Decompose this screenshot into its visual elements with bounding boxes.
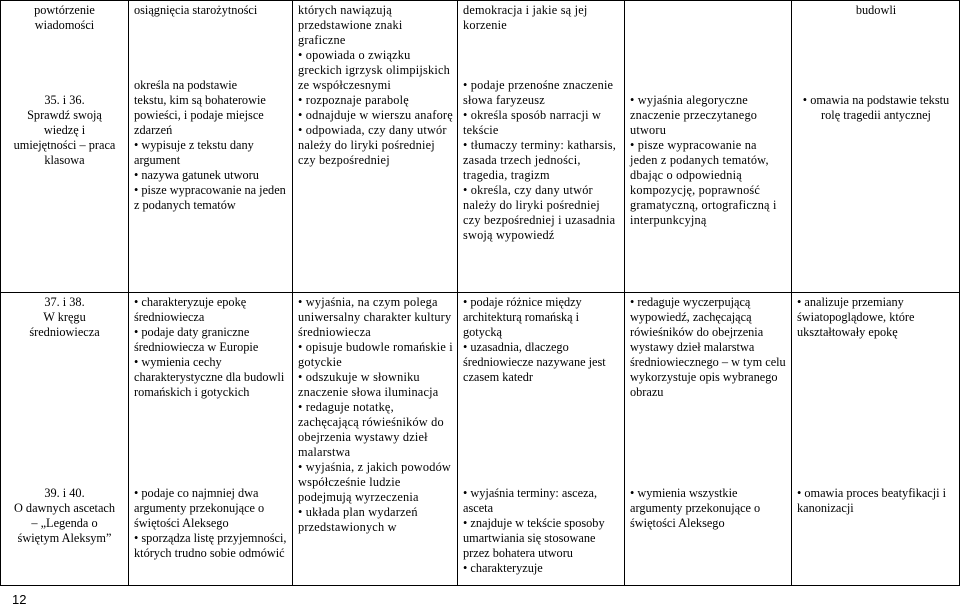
requirements-cell-sufficient xyxy=(293,293,458,586)
list-item: • rozpoznaje parabolę xyxy=(298,93,453,108)
lesson-prev-topic: powtórzenie xyxy=(34,3,95,17)
list-item: • analizuje przemiany światopoglądowe, które ukształtowały epokę xyxy=(797,295,955,340)
list-item: • omawia proces beatyfikacji i kanonizacji xyxy=(797,486,955,516)
list-item: • wyjaśnia alegoryczne znaczenie przeczytanego utworu xyxy=(630,93,787,138)
list-item: • określa, czy dany utwór należy do liryki pośredniej czy bezpośredniej i uzasadnia swoją wypowiedź xyxy=(463,183,620,243)
list-item: • charakteryzuje epokę średniowiecza xyxy=(134,295,288,325)
list-item: • pisze wypracowanie na jeden z podanych tematów xyxy=(134,183,288,213)
lesson-title: Sprawdź swoją xyxy=(27,108,102,122)
list-item: • odpowiada, czy dany utwór należy do liryki pośredniej czy bezpośredniej xyxy=(298,123,453,168)
list-item: • charakteryzuje xyxy=(463,561,620,576)
list-item: • wyjaśnia terminy: asceza, asceta xyxy=(463,486,620,516)
lesson-title: W kręgu xyxy=(43,310,86,324)
list-item: • uzasadnia, dlaczego średniowiecze nazywane jest czasem katedr xyxy=(463,340,620,385)
lesson-number: 39. i 40. xyxy=(44,486,85,500)
lesson-cell-37-40: 37. i 38. W kręgu średniowiecza 39. i 40. O dawnych ascetach – „Legenda o świętym Aleksym” xyxy=(1,293,129,586)
list-item: • redaguje wyczerpującą wypowiedź, zachęcającą rówieśników do obejrzenia wystawy dzieł malarstwa średniowiecznego – w tym celu wykorzystuje opis wybranego obrazu xyxy=(630,295,787,400)
list-item: • podaje różnice między architekturą romańską i gotycką xyxy=(463,295,620,340)
list-item: • sporządza listę przyjemności, których trudno sobie odmówić xyxy=(134,531,288,561)
requirements-cell-very-good xyxy=(625,293,792,586)
list-item: • odszukuje w słowniku znaczenie słowa iluminacja xyxy=(298,370,453,400)
lesson-cell-35-36: powtórzenie wiadomości 35. i 36. Sprawdź swoją wiedzę i umiejętności – praca klasowa xyxy=(1,1,129,293)
table-row-37-40 xyxy=(1,293,960,586)
requirements-cell-very-good xyxy=(625,1,792,293)
list-item: • wymienia wszystkie argumenty przekonujące o świętości Aleksego xyxy=(630,486,787,531)
list-item: • podaje co najmniej dwa argumenty przekonujące o świętości Aleksego xyxy=(134,486,288,531)
list-item: • omawia na podstawie tekstu rolę tragedii antycznej xyxy=(797,93,955,123)
list-item: • znajduje w tekście sposoby umartwiania się stosowane przez bohatera utworu xyxy=(463,516,620,561)
list-item: • wyjaśnia, na czym polega uniwersalny charakter kultury średniowiecza xyxy=(298,295,453,340)
list-item: • pisze wypracowanie na jeden z podanych tematów, dbając o odpowiednią kompozycję, poprawność gramatyczną, ortograficzną i interpunkcyjną xyxy=(630,138,787,228)
list-item: • wypisuje z tekstu dany argument xyxy=(134,138,288,168)
list-item: • podaje daty graniczne średniowiecza w Europie xyxy=(134,325,288,355)
requirements-cell-sufficient: których nawiązują przedstawione znaki graficzne • opowiada o związku greckich igrzysk olimpijskich ze współczesnymi • rozpoznaje parabolę • odnajduje w wierszu anaforę • odpowiada, czy dany utwór należy do liryki pośredniej czy bezpośredniej xyxy=(293,1,458,293)
list-item: • redaguje notatkę, zachęcającą rówieśników do obejrzenia wystawy dzieł malarstwa xyxy=(298,400,453,460)
table-row-35-36 xyxy=(1,1,960,293)
requirements-cell-excellent xyxy=(792,293,960,586)
list-item: • nazywa gatunek utworu xyxy=(134,168,288,183)
requirements-cell-basic xyxy=(129,293,293,586)
list-item: • określa sposób narracji w tekście xyxy=(463,108,620,138)
list-item: • opisuje budowle romańskie i gotyckie xyxy=(298,340,453,370)
lesson-number: 37. i 38. xyxy=(44,295,85,309)
requirements-cell-excellent: budowli • omawia na podstawie tekstu rolę tragedii antycznej xyxy=(792,1,960,293)
requirements-cell-basic: osiągnięcia starożytności określa na podstawie tekstu, kim są bohaterowie powieści, i podaje miejsce zdarzeń • wypisuje z tekstu dany argument • nazywa gatunek utworu • pisze wypracowanie na jeden z podanych tematów xyxy=(129,1,293,293)
list-item: • wyjaśnia, z jakich powodów współcześnie ludzie podejmują wyrzeczenia xyxy=(298,460,453,505)
list-item: • podaje przenośne znaczenie słowa faryzeusz xyxy=(463,78,620,108)
lesson-title: O dawnych ascetach xyxy=(13,501,116,515)
page-number: 12 xyxy=(12,592,27,607)
list-item: • tłumaczy terminy: katharsis, zasada trzech jedności, tragedia, tragizm xyxy=(463,138,620,183)
requirements-cell-good: demokracja i jakie są jej korzenie • podaje przenośne znaczenie słowa faryzeusz • określa sposób narracji w tekście • tłumaczy terminy: katharsis, zasada trzech jedności, tragedia, tragizm • określa, czy dany utwór należy do liryki pośredniej czy bezpośredniej i uzasadnia swoją wypowiedź xyxy=(458,1,625,293)
requirements-cell-good xyxy=(458,293,625,586)
lesson-number: 35. i 36. xyxy=(44,93,85,107)
list-item: • układa plan wydarzeń przedstawionych w xyxy=(298,505,453,535)
list-item: • opowiada o związku greckich igrzysk olimpijskich ze współczesnymi xyxy=(298,48,453,93)
list-item: • odnajduje w wierszu anaforę xyxy=(298,108,453,123)
list-item: • wymienia cechy charakterystyczne dla budowli romańskich i gotyckich xyxy=(134,355,288,400)
